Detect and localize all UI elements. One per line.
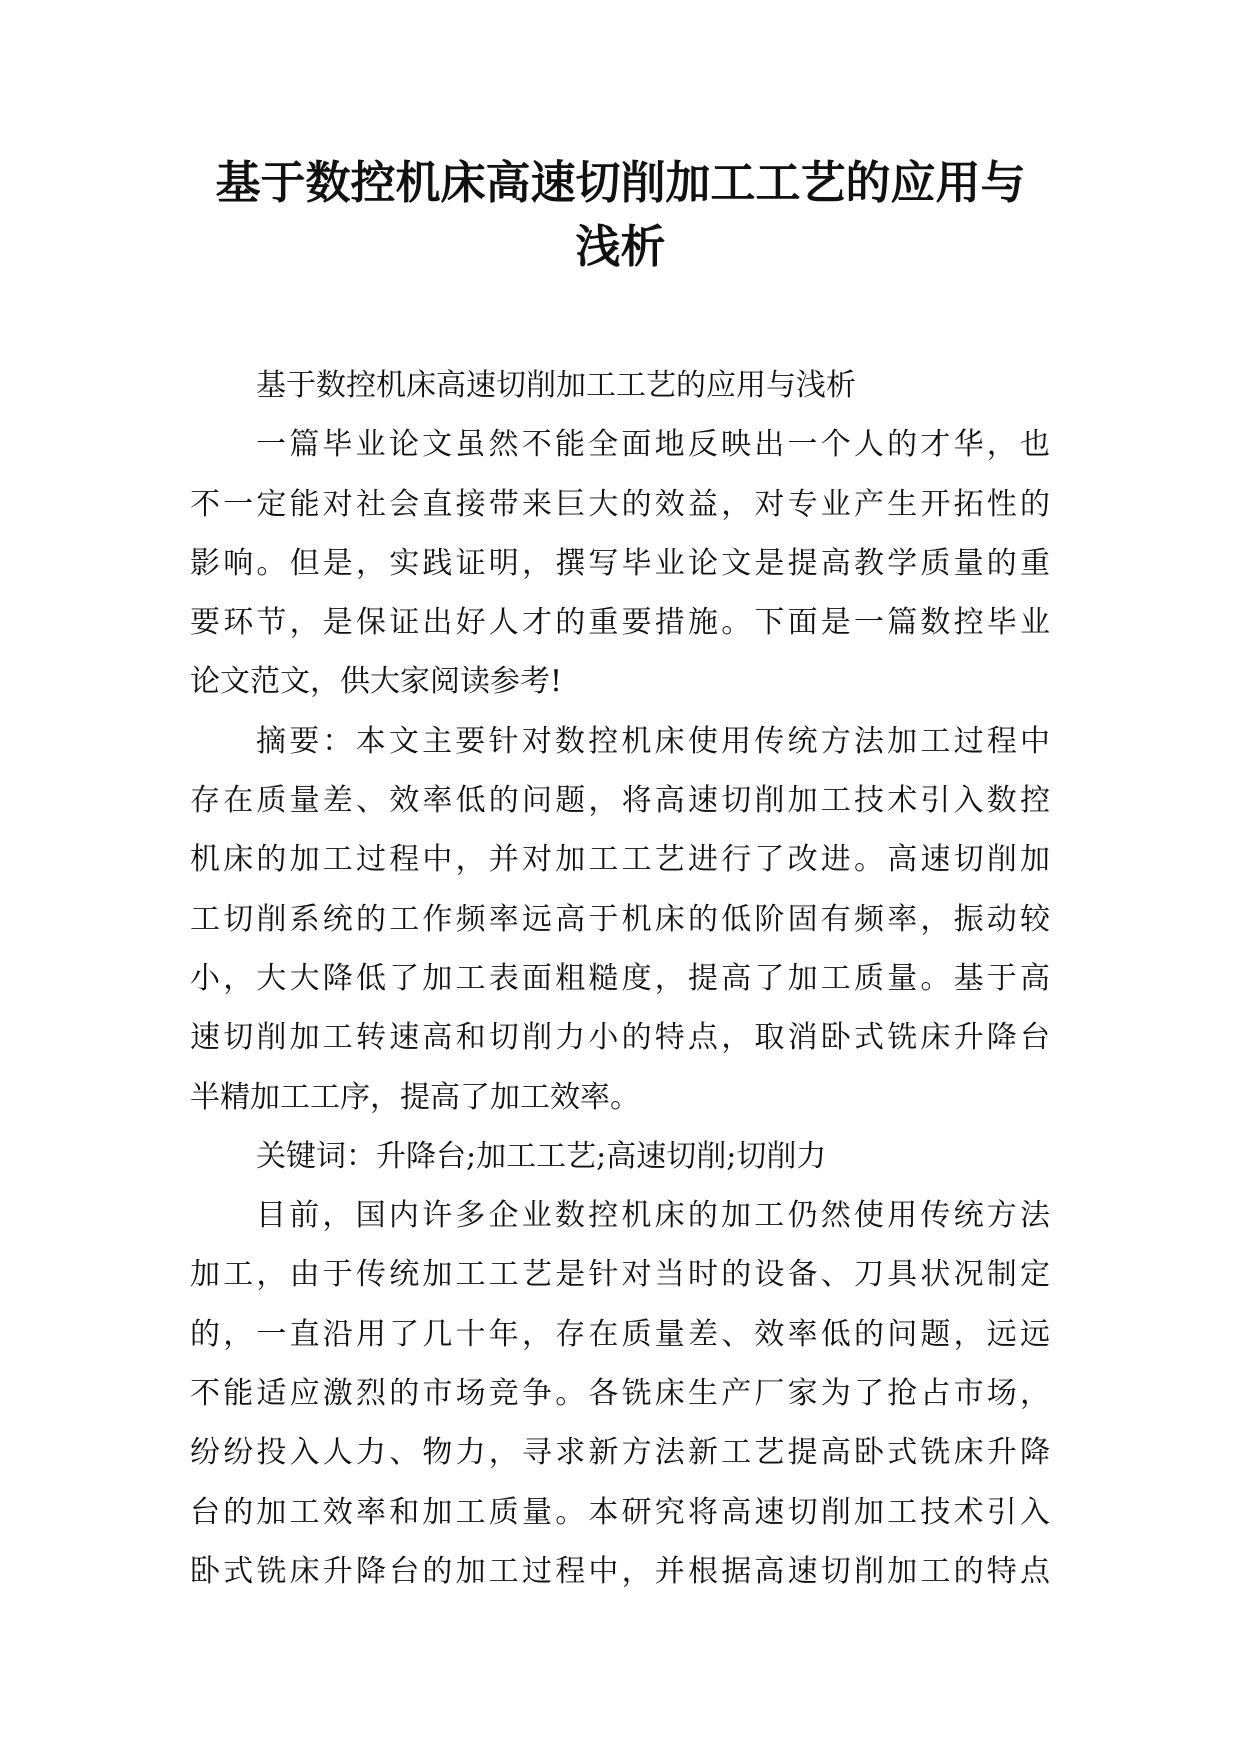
document-body [190,356,1050,1601]
text-line: 目前，国内许多企业数控机床的加工仍然使用传统方法 [256,1198,1050,1234]
text-line: 基于数控机床高速切削加工工艺的应用与浅析 [256,368,856,403]
text-line: 机床的加工过程中，并对加工工艺进行了改进。高速切削加 [190,842,1050,878]
paragraph-abstract [190,712,1050,1127]
text-line: 台的加工效率和加工质量。本研究将高速切削加工技术引入 [190,1494,1050,1530]
text-line: 摘要：本文主要针对数控机床使用传统方法加工过程中 [256,723,1050,759]
text-line: 关键词：升降台;加工工艺;高速切削;切削力 [256,1138,827,1174]
text-line: 半精加工工序，提高了加工效率。 [190,1079,640,1115]
paragraph-body [190,1186,1050,1601]
document-title-line-2: 浅析 [575,220,666,273]
text-line: 不能适应激烈的市场竞争。各铣床生产厂家为了抢占市场， [190,1376,1050,1412]
paragraph-subtitle [190,356,1050,415]
text-line: 工切削系统的工作频率远高于机床的低阶固有频率，振动较 [190,901,1050,937]
text-line: 存在质量差、效率低的问题，将高速切削加工技术引入数控 [190,783,1050,819]
text-line: 小，大大降低了加工表面粗糙度，提高了加工质量。基于高 [190,960,1050,996]
text-line: 加工，由于传统加工工艺是针对当时的设备、刀具状况制定 [190,1257,1050,1293]
paragraph-keywords [190,1127,1050,1186]
text-line: 影响。但是，实践证明，撰写毕业论文是提高教学质量的重 [190,545,1050,581]
text-line: 论文范文，供大家阅读参考! [190,664,563,700]
document-title-line-1: 基于数控机床高速切削加工工艺的应用与 [215,156,1026,209]
text-line: 要环节，是保证出好人才的重要措施。下面是一篇数控毕业 [190,605,1050,641]
paragraph-intro [190,415,1050,711]
text-line: 纷纷投入人力、物力，寻求新方法新工艺提高卧式铣床升降 [190,1435,1050,1471]
text-line: 卧式铣床升降台的加工过程中，并根据高速切削加工的特点 [190,1553,1050,1589]
text-line: 速切削加工转速高和切削力小的特点，取消卧式铣床升降台 [190,1020,1050,1056]
text-line: 的，一直沿用了几十年，存在质量差、效率低的问题，远远 [190,1316,1050,1352]
text-line: 一篇毕业论文虽然不能全面地反映出一个人的才华，也 [256,427,1050,463]
text-line: 不一定能对社会直接带来巨大的效益，对专业产生开拓性的 [190,486,1050,522]
